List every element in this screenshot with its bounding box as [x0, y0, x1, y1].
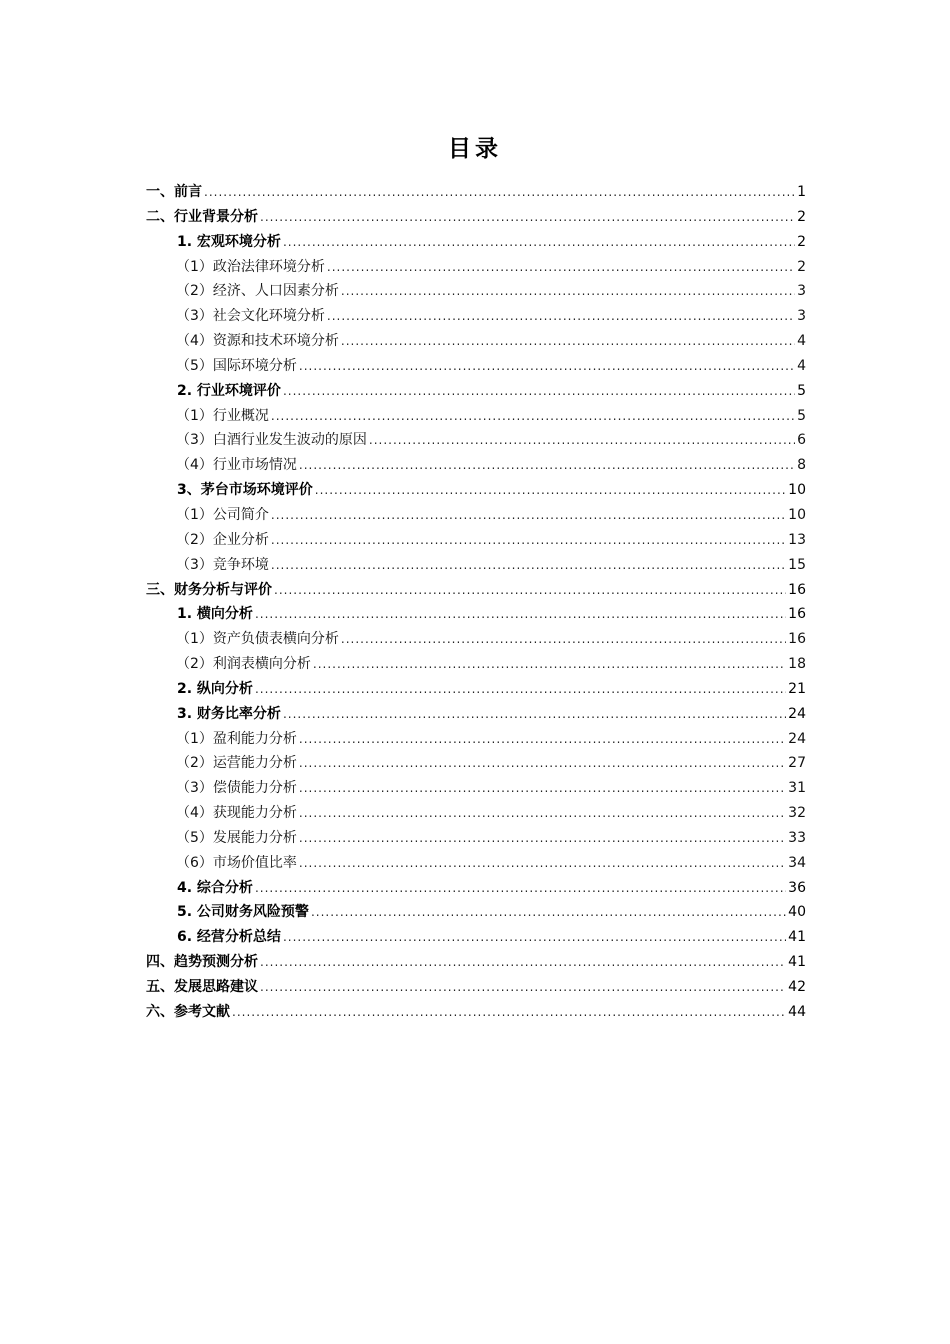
toc-entry[interactable]	[146, 851, 806, 876]
toc-entry-label: 1. 横向分析	[177, 606, 253, 623]
toc-entry-page-number: 3	[797, 283, 806, 300]
toc-dot-leader	[274, 578, 786, 603]
toc-entry[interactable]	[146, 255, 806, 280]
toc-dot-leader	[271, 503, 786, 528]
toc-dot-leader	[341, 279, 795, 304]
toc-entry-page-number: 44	[788, 1003, 806, 1020]
toc-entry-page-number: 4	[797, 333, 806, 350]
toc-dot-leader	[232, 1000, 786, 1025]
toc-entry[interactable]	[146, 975, 806, 1000]
toc-dot-leader	[313, 652, 786, 677]
toc-entry-page-number: 4	[797, 357, 806, 374]
toc-entry-label: （6）市场价值比率	[176, 854, 297, 871]
toc-entry-label: （1）盈利能力分析	[176, 730, 297, 747]
toc-entry[interactable]	[146, 876, 806, 901]
toc-dot-leader	[271, 553, 786, 578]
toc-entry-label: 3、茅台市场环境评价	[177, 482, 313, 499]
toc-entry[interactable]	[146, 677, 806, 702]
toc-entry-label: 四、趋势预测分析	[146, 954, 258, 971]
toc-entry[interactable]	[146, 801, 806, 826]
toc-dot-leader	[255, 602, 786, 627]
toc-entry-label: （4）资源和技术环境分析	[176, 333, 339, 350]
toc-entry-page-number: 36	[788, 879, 806, 896]
toc-entry-label: 5. 公司财务风险预警	[177, 904, 309, 921]
toc-entry[interactable]	[146, 230, 806, 255]
toc-entry-label: 三、财务分析与评价	[146, 581, 272, 598]
toc-dot-leader	[341, 329, 795, 354]
page-title: 目录	[448, 136, 502, 162]
toc-entry-label: （5）国际环境分析	[176, 357, 297, 374]
toc-entry[interactable]	[146, 404, 806, 429]
toc-entry-label: 二、行业背景分析	[146, 208, 258, 225]
toc-dot-leader	[283, 230, 795, 255]
toc-dot-leader	[271, 404, 795, 429]
toc-entry[interactable]	[146, 329, 806, 354]
toc-entry-page-number: 24	[788, 705, 806, 722]
toc-entry-label: 1. 宏观环境分析	[177, 233, 281, 250]
toc-entry[interactable]	[146, 553, 806, 578]
toc-entry[interactable]	[146, 528, 806, 553]
toc-entry-label: （4）行业市场情况	[176, 457, 297, 474]
toc-dot-leader	[260, 975, 786, 1000]
toc-entry-page-number: 33	[788, 829, 806, 846]
toc-entry-page-number: 32	[788, 805, 806, 822]
toc-entry[interactable]	[146, 453, 806, 478]
toc-entry[interactable]	[146, 652, 806, 677]
toc-entry[interactable]	[146, 503, 806, 528]
toc-entry-page-number: 31	[788, 780, 806, 797]
toc-entry[interactable]	[146, 478, 806, 503]
toc-entry-page-number: 6	[797, 432, 806, 449]
toc-entry-page-number: 34	[788, 854, 806, 871]
toc-entry-label: 六、参考文献	[146, 1003, 230, 1020]
toc-entry-label: （1）政治法律环境分析	[176, 258, 325, 275]
toc-dot-leader	[255, 876, 786, 901]
toc-entry[interactable]	[146, 727, 806, 752]
toc-entry[interactable]	[146, 925, 806, 950]
toc-dot-leader	[299, 801, 786, 826]
toc-entry-label: （4）获现能力分析	[176, 805, 297, 822]
toc-entry-label: （1）公司简介	[176, 506, 269, 523]
toc-entry-label: 6. 经营分析总结	[177, 929, 281, 946]
toc-entry-page-number: 42	[788, 979, 806, 995]
toc-entry-label: 3. 财务比率分析	[177, 705, 281, 722]
toc-entry-label: （3）社会文化环境分析	[176, 308, 325, 325]
toc-dot-leader	[299, 826, 786, 851]
toc-entry-label: （2）利润表横向分析	[176, 656, 311, 673]
toc-entry[interactable]	[146, 578, 806, 603]
toc-entry[interactable]	[146, 279, 806, 304]
toc-entry-page-number: 15	[788, 556, 806, 573]
toc-entry[interactable]	[146, 950, 806, 975]
toc-dot-leader	[369, 428, 795, 453]
toc-entry-label: 2. 纵向分析	[177, 680, 253, 697]
toc-dot-leader	[315, 478, 786, 503]
toc-entry-label: （2）运营能力分析	[176, 755, 297, 772]
toc-entry[interactable]	[146, 900, 806, 925]
toc-dot-leader	[299, 453, 795, 478]
toc-entry-page-number: 24	[788, 730, 806, 747]
toc-entry-page-number: 5	[797, 407, 806, 424]
toc-entry-page-number: 8	[797, 457, 806, 474]
toc-entry-label: 4. 综合分析	[177, 879, 253, 896]
toc-entry-page-number: 13	[788, 531, 806, 548]
toc-entry-page-number: 2	[797, 258, 806, 275]
toc-entry[interactable]	[146, 602, 806, 627]
toc-dot-leader	[327, 255, 795, 280]
toc-entry-page-number: 10	[788, 482, 806, 499]
toc-entry[interactable]	[146, 776, 806, 801]
toc-entry[interactable]	[146, 304, 806, 329]
toc-entry-page-number: 16	[788, 631, 806, 648]
toc-entry-label: （3）竞争环境	[176, 556, 269, 573]
toc-entry-page-number: 21	[788, 680, 806, 697]
toc-dot-leader	[260, 205, 795, 230]
toc-entry-page-number: 16	[788, 581, 806, 598]
toc-entry-label: （1）资产负债表横向分析	[176, 631, 339, 648]
toc-dot-leader	[204, 180, 795, 205]
toc-entry-label: （3）白酒行业发生波动的原因	[176, 432, 367, 449]
toc-entry-page-number: 5	[797, 382, 806, 399]
toc-entry-page-number: 10	[788, 506, 806, 523]
toc-dot-leader	[299, 851, 786, 876]
toc-dot-leader	[341, 627, 786, 652]
toc-entry-label: （2）企业分析	[176, 531, 269, 548]
toc-entry[interactable]	[146, 1000, 806, 1025]
toc-dot-leader	[260, 950, 786, 975]
toc-entry[interactable]	[146, 627, 806, 652]
table-of-contents	[146, 180, 806, 1025]
toc-entry-page-number: 40	[788, 904, 806, 921]
toc-entry-page-number: 2	[797, 233, 806, 250]
toc-entry-label: （3）偿债能力分析	[176, 780, 297, 797]
toc-entry-page-number: 16	[788, 606, 806, 623]
toc-entry-label: 一、前言	[146, 184, 202, 200]
toc-dot-leader	[283, 379, 795, 404]
toc-dot-leader	[299, 751, 786, 776]
toc-dot-leader	[255, 677, 786, 702]
toc-entry-label: （2）经济、人口因素分析	[176, 283, 339, 300]
toc-entry[interactable]	[146, 751, 806, 776]
toc-entry-page-number: 41	[788, 954, 806, 971]
toc-entry-page-number: 2	[797, 208, 806, 225]
toc-entry[interactable]	[146, 826, 806, 851]
toc-dot-leader	[271, 528, 786, 553]
toc-dot-leader	[311, 900, 786, 925]
toc-entry-label: 五、发展思路建议	[146, 979, 258, 995]
toc-entry-label: 2. 行业环境评价	[177, 382, 281, 399]
toc-dot-leader	[299, 776, 786, 801]
toc-entry[interactable]	[146, 205, 806, 230]
toc-dot-leader	[283, 702, 786, 727]
toc-dot-leader	[283, 925, 786, 950]
toc-dot-leader	[299, 727, 786, 752]
toc-entry[interactable]	[146, 428, 806, 453]
toc-entry-page-number: 18	[788, 656, 806, 673]
toc-entry-page-number: 27	[788, 755, 806, 772]
toc-dot-leader	[327, 304, 795, 329]
toc-entry[interactable]	[146, 180, 806, 205]
toc-entry-page-number: 1	[797, 184, 806, 200]
toc-entry-page-number: 3	[797, 308, 806, 325]
toc-entry[interactable]	[146, 379, 806, 404]
toc-entry[interactable]	[146, 354, 806, 379]
toc-entry[interactable]	[146, 702, 806, 727]
toc-entry-page-number: 41	[788, 929, 806, 946]
toc-entry-label: （1）行业概况	[176, 407, 269, 424]
toc-entry-label: （5）发展能力分析	[176, 829, 297, 846]
toc-dot-leader	[299, 354, 795, 379]
